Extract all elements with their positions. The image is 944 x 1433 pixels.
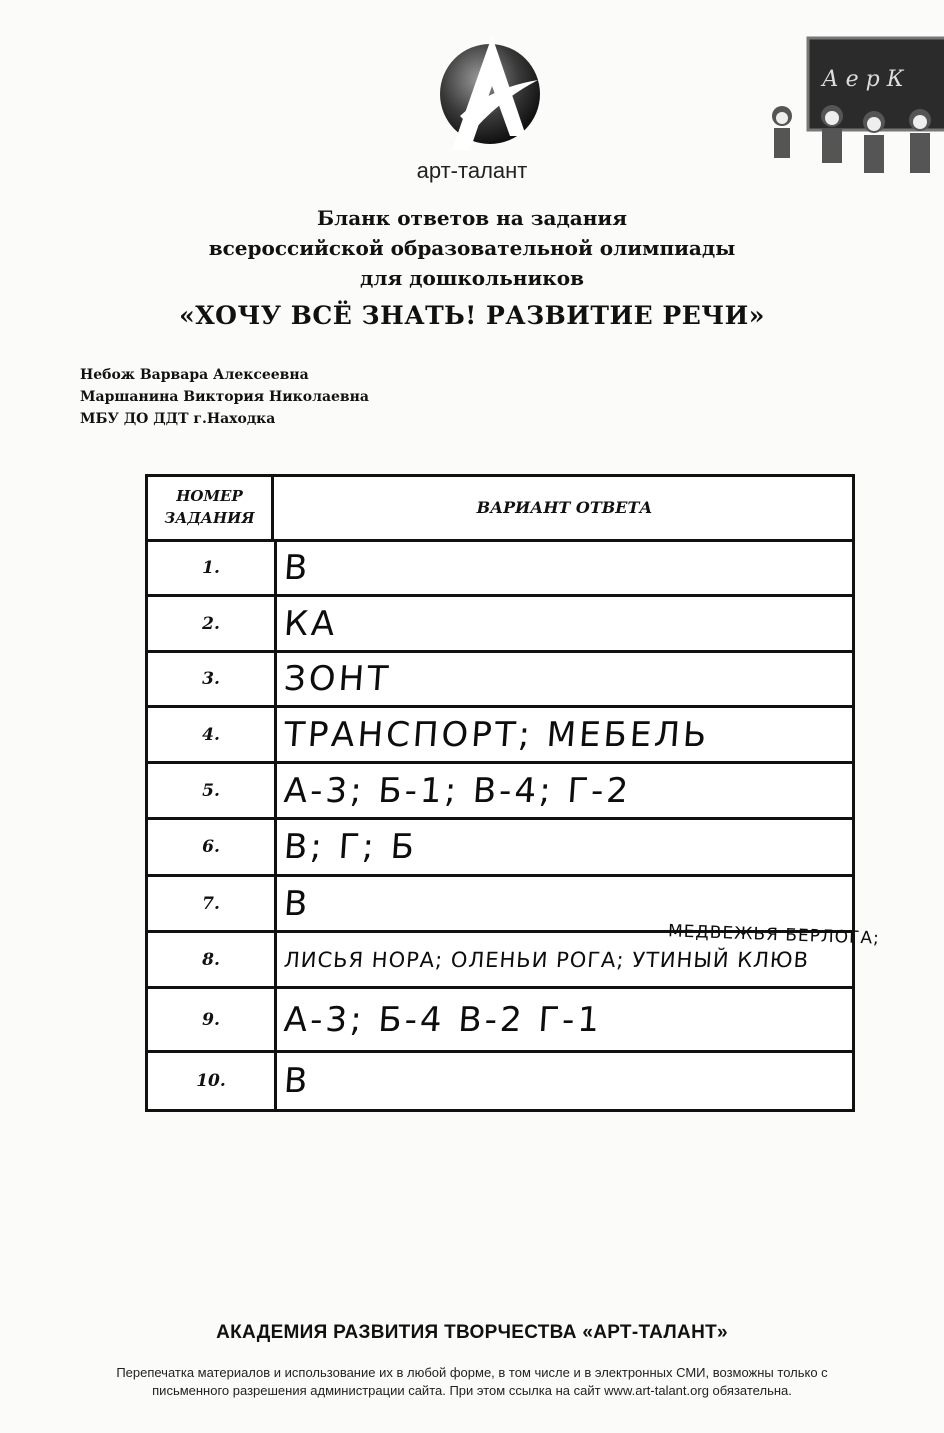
task-number: 10. bbox=[148, 1053, 277, 1109]
task-answer: В bbox=[282, 548, 312, 588]
table-header bbox=[148, 477, 852, 542]
table-row bbox=[148, 989, 852, 1053]
form-title bbox=[0, 203, 944, 331]
task-answer: В; Г; Б bbox=[282, 827, 419, 867]
column-header-number-label: НОМЕР ЗАДАНИЯ bbox=[164, 487, 255, 527]
table-row bbox=[148, 1053, 852, 1109]
column-header-answer: ВАРИАНТ ОТВЕТА bbox=[476, 498, 653, 517]
footer-copyright-note bbox=[0, 1364, 944, 1400]
title-line-3: для дошкольников bbox=[360, 266, 584, 290]
task-number: 6. bbox=[148, 820, 277, 874]
task-number: 8. bbox=[148, 933, 277, 986]
task-answer: А-3; Б-4 В-2 Г-1 bbox=[282, 999, 604, 1040]
supervisor-name: Маршанина Виктория Николаевна bbox=[80, 389, 369, 405]
participant-name: Небож Варвара Алексеевна bbox=[80, 367, 309, 383]
table-row bbox=[148, 820, 852, 877]
task-number: 2. bbox=[148, 597, 277, 650]
olympiad-name: «ХОЧУ ВСЁ ЗНАТЬ! РАЗВИТИЕ РЕЧИ» bbox=[179, 301, 765, 330]
footer-title: АКАДЕМИЯ РАЗВИТИЯ ТВОРЧЕСТВА «АРТ-ТАЛАНТ» bbox=[216, 1322, 728, 1343]
footer-note-line-1: Перепечатка материалов и использование их в любой форме, в том числе и в электронных СМИ, возможны только с bbox=[116, 1365, 828, 1380]
task-8-answer-continuation: МЕДВЕЖЬЯ БЕРЛОГА; bbox=[667, 921, 881, 949]
organization-name: МБУ ДО ДДТ г.Находка bbox=[80, 411, 276, 427]
task-number: 7. bbox=[148, 877, 277, 930]
task-answer: А-3; Б-1; В-4; Г-2 bbox=[282, 770, 633, 811]
table-row bbox=[148, 708, 852, 764]
task-answer: В bbox=[282, 1061, 312, 1101]
children-chalkboard-illustration bbox=[762, 36, 944, 196]
task-answer: КА bbox=[282, 603, 339, 644]
task-answer: ТРАНСПОРТ; МЕБЕЛЬ bbox=[282, 714, 711, 755]
art-talant-logo-icon bbox=[430, 28, 550, 158]
table-row bbox=[148, 542, 852, 597]
title-line-1: Бланк ответов на задания bbox=[317, 206, 627, 230]
task-number: 3. bbox=[148, 653, 277, 705]
brand-name: арт-талант bbox=[416, 158, 528, 183]
authors-block bbox=[80, 364, 369, 430]
task-number: 4. bbox=[148, 708, 277, 761]
footer-note-line-2: письменного разрешения администрации сайта. При этом ссылка на сайт www.art-talant.org обязательна. bbox=[152, 1383, 792, 1398]
task-answer: В bbox=[282, 883, 312, 924]
task-answer: ЛИСЬЯ НОРА; ОЛЕНЬИ РОГА; УТИНЫЙ КЛЮВ bbox=[283, 947, 810, 972]
table-row bbox=[148, 597, 852, 653]
column-header-number bbox=[148, 477, 274, 539]
chalkboard-letters: А е р К bbox=[822, 67, 904, 92]
answers-table bbox=[145, 474, 855, 1112]
table-row bbox=[148, 653, 852, 708]
table-row bbox=[148, 764, 852, 820]
task-number: 9. bbox=[148, 989, 277, 1050]
task-number: 5. bbox=[148, 764, 277, 817]
title-line-2: всероссийской образовательной олимпиады bbox=[208, 236, 736, 260]
task-number: 1. bbox=[148, 542, 277, 594]
task-answer: ЗОНТ bbox=[282, 659, 393, 699]
